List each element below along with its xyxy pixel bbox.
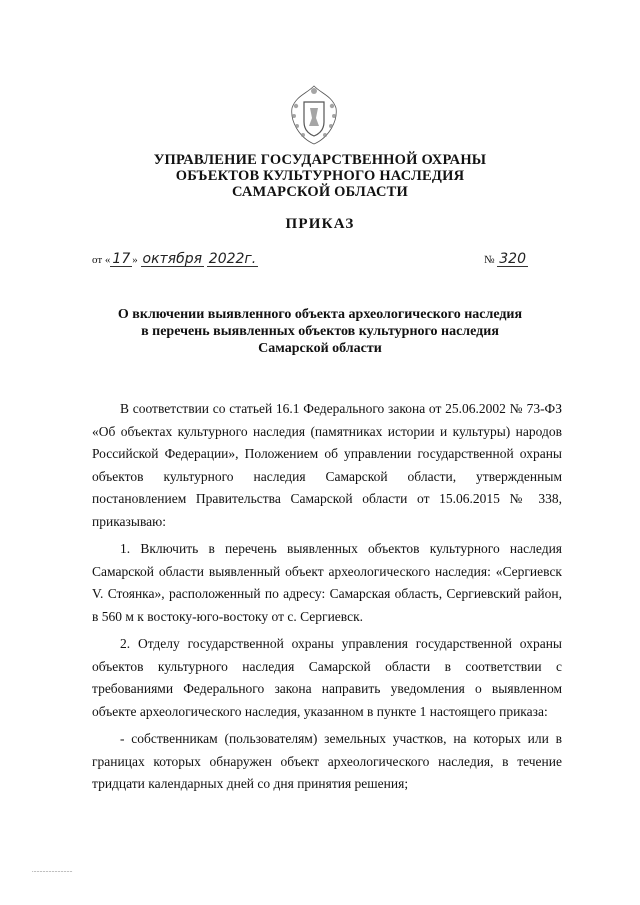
number-prefix: № xyxy=(484,254,495,266)
paragraph-bullet-owners: - собственникам (пользователям) земельных участков, на которых или в границах которых обнаружен объект археологического наследия, в течение тридцати календарных дней со дня принятия решения; xyxy=(92,731,562,791)
paragraph-item-1: 1. Включить в перечень выявленных объектов культурного наследия Самарской области выявленный объект археологического наследия: «Сергиевск V. Стоянка», расположенный по адресу: Самарская область, Сергиевский район, в 560 м к востоку-юго-востоку от с. Сергиевск. xyxy=(92,541,562,624)
agency-line-2: ОБЪЕКТОВ КУЛЬТУРНОГО НАСЛЕДИЯ xyxy=(175,168,465,184)
agency-line-1: УПРАВЛЕНИЕ ГОСУДАРСТВЕННОЙ ОХРАНЫ xyxy=(153,152,487,168)
heading-line-3: Самарской области xyxy=(258,341,382,356)
number-value: 320 xyxy=(499,251,526,267)
order-number xyxy=(484,252,528,267)
agency-name xyxy=(100,152,540,200)
coat-of-arms-emblem xyxy=(286,82,342,148)
paragraph-preamble: В соответствии со статьей 16.1 Федерального закона от 25.06.2002 № 73-ФЗ «Об объектах культурного наследия (памятниках истории и культуры) народов Российской Федерации», Положением об управлении государственной охраны объектов культурного наследия Самарской области, утвержденным постановлением Правительства Самарской области от 15.06.2015 № 338, приказываю: xyxy=(92,401,562,529)
agency-line-3: САМАРСКОЙ ОБЛАСТИ xyxy=(231,184,409,200)
footer-scan-mark: ........................... xyxy=(32,868,73,874)
order-body xyxy=(92,398,562,796)
heading-line-2: в перечень выявленных объектов культурного наследия xyxy=(141,324,499,339)
order-heading xyxy=(100,306,540,357)
date-mid: » xyxy=(132,254,138,266)
date-year: 2022г. xyxy=(208,251,257,267)
date-prefix: от « xyxy=(92,254,111,266)
heading-line-1: О включении выявленного объекта археологического наследия xyxy=(117,307,523,322)
order-title: ПРИКАЗ xyxy=(285,216,355,232)
order-date xyxy=(92,252,258,267)
date-month: октября xyxy=(142,251,203,267)
paragraph-item-2: 2. Отделу государственной охраны управления государственной охраны объектов культурного наследия Самарской области в соответствии с требованиями Федерального закона направить уведомления о выявленном объекте археологического наследия, указанном в пункте 1 настоящего приказа: xyxy=(92,636,562,719)
date-day: 17 xyxy=(112,251,131,267)
